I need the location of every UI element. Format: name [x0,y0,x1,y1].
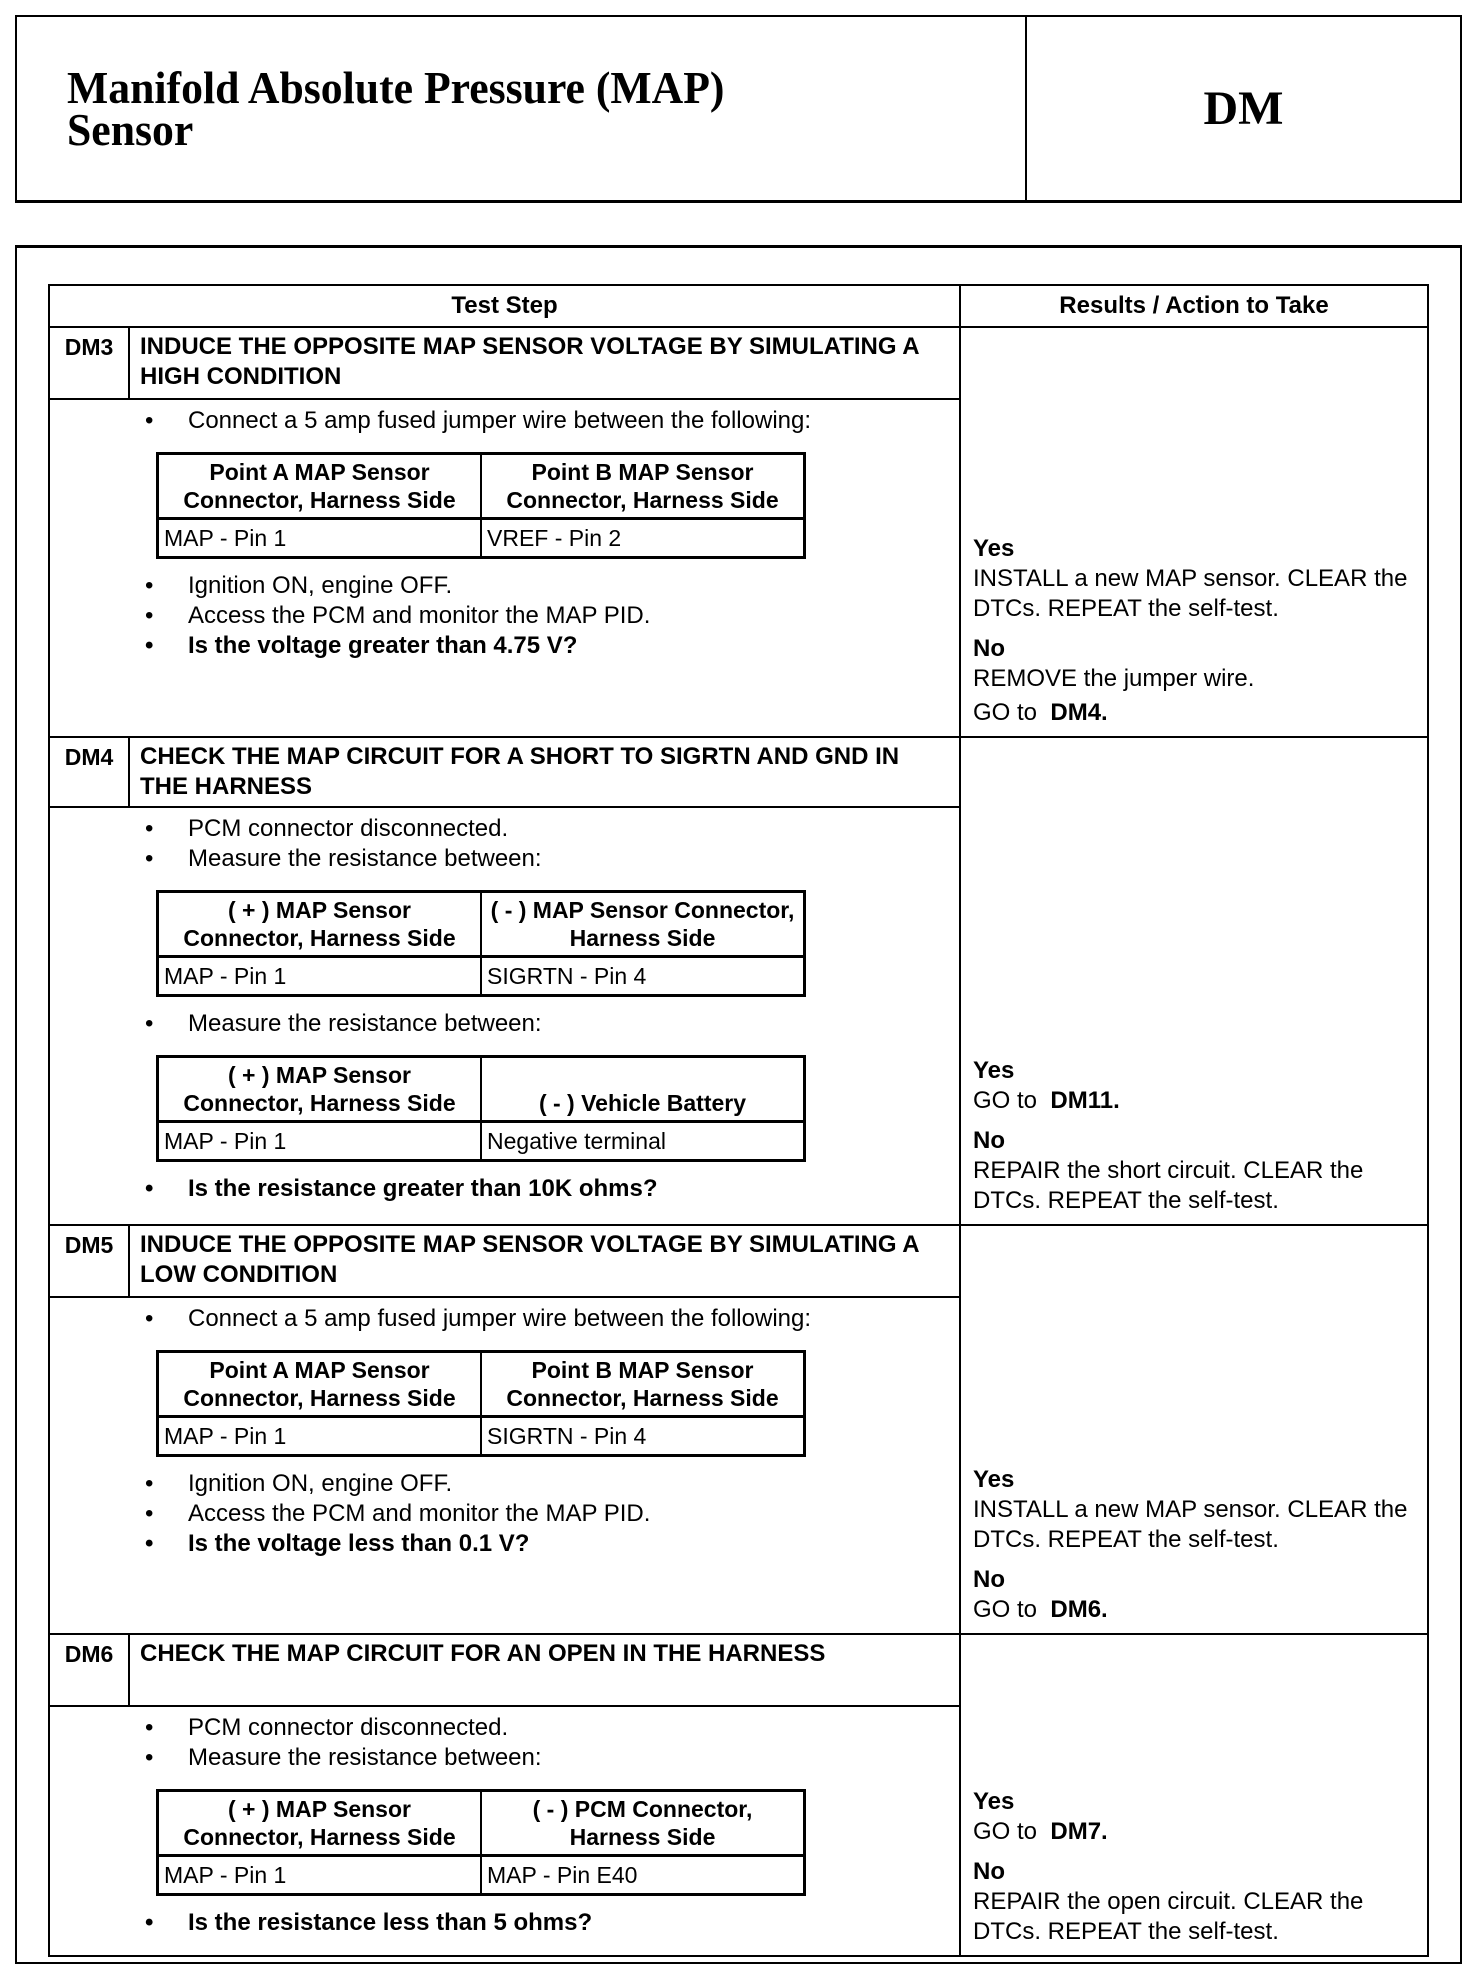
bullet: • Measure the resistance between: [50,1009,959,1039]
pin-value: SIGRTN - Pin 4 [481,1417,805,1456]
title-line-1: Manifold Absolute Pressure (MAP) [67,61,725,113]
pin-table [156,890,806,997]
question: • Is the voltage less than 0.1 V? [50,1529,959,1559]
bullet: • Measure the resistance between: [50,844,959,874]
pin-header: Point A MAP Sensor Connector, Harness Side [158,1352,482,1417]
bullet: • Connect a 5 amp fused jumper wire between the following: [50,406,959,436]
yes-label: Yes [973,1788,1015,1815]
no-label: No [973,1566,1005,1593]
pin-header: ( + ) MAP Sensor Connector, Harness Side [158,892,482,957]
header-test-step: Test Step [50,286,961,326]
test-step-table [48,284,1429,1957]
goto-step-link[interactable]: DM6. [1050,1596,1108,1623]
step-title: INDUCE THE OPPOSITE MAP SENSOR VOLTAGE BY SIMULATING A LOW CONDITION [140,1231,919,1288]
bullet: • Measure the resistance between: [50,1743,959,1773]
goto-step-link[interactable]: DM11. [1050,1087,1120,1114]
bullet: • PCM connector disconnected. [50,1713,959,1743]
no-action: REPAIR the open circuit. CLEAR the DTCs. REPEAT the self-test. [973,1888,1364,1945]
step-row-dm4 [50,738,1427,1226]
step-title: CHECK THE MAP CIRCUIT FOR AN OPEN IN THE HARNESS [140,1640,826,1667]
question: • Is the resistance greater than 10K ohms? [50,1174,959,1204]
results-cell [961,328,1427,736]
title-cell [17,17,1027,200]
pin-header: ( - ) Vehicle Battery [481,1057,805,1122]
step-row-dm6 [50,1635,1427,1957]
yes-label: Yes [973,1057,1015,1084]
bullet: • PCM connector disconnected. [50,814,959,844]
page-header [15,15,1462,203]
results-cell [961,738,1427,1224]
table-header [50,286,1427,328]
question: • Is the resistance less than 5 ohms? [50,1908,959,1938]
section-code: DM [1203,82,1284,135]
page-title [67,61,725,155]
step-row-dm5 [50,1226,1427,1635]
pin-header: ( + ) MAP Sensor Connector, Harness Side [158,1791,482,1856]
pin-header: ( - ) MAP Sensor Connector, Harness Side [481,892,805,957]
pin-value: MAP - Pin 1 [158,1856,482,1895]
pin-table [156,1789,806,1896]
header-results: Results / Action to Take [1059,292,1329,319]
step-row-dm3 [50,328,1427,738]
bullet: • Access the PCM and monitor the MAP PID. [50,1499,959,1529]
procedure-box [15,245,1462,1964]
pin-value: MAP - Pin 1 [158,957,482,996]
step-id: DM3 [50,328,130,398]
bullet: • Ignition ON, engine OFF. [50,1469,959,1499]
no-label: No [973,1127,1005,1154]
yes-label: Yes [973,1466,1015,1493]
pin-header: Point A MAP Sensor Connector, Harness Side [158,454,482,519]
pin-value: SIGRTN - Pin 4 [481,957,805,996]
yes-action: INSTALL a new MAP sensor. CLEAR the DTCs. REPEAT the self-test. [973,1496,1408,1553]
pin-value: MAP - Pin E40 [481,1856,805,1895]
no-action: REMOVE the jumper wire. [973,665,1255,692]
pin-value: MAP - Pin 1 [158,1417,482,1456]
no-label: No [973,1858,1005,1885]
pin-header: Point B MAP Sensor Connector, Harness Side [481,454,805,519]
step-title: INDUCE THE OPPOSITE MAP SENSOR VOLTAGE BY SIMULATING A HIGH CONDITION [140,333,919,390]
pin-table [156,452,806,559]
bullet: • Connect a 5 amp fused jumper wire between the following: [50,1304,959,1334]
pin-table [156,1055,806,1162]
yes-label: Yes [973,535,1015,562]
goto-step-link[interactable]: DM4. [1050,699,1108,726]
step-title: CHECK THE MAP CIRCUIT FOR A SHORT TO SIGRTN AND GND IN THE HARNESS [140,743,900,800]
step-id: DM5 [50,1226,130,1296]
pin-value: MAP - Pin 1 [158,519,482,558]
bullet: • Ignition ON, engine OFF. [50,571,959,601]
title-line-2: Sensor [67,103,194,155]
pin-header: ( - ) PCM Connector, Harness Side [481,1791,805,1856]
goto-prefix: GO to [973,1596,1038,1623]
pin-table [156,1350,806,1457]
results-cell [961,1226,1427,1633]
pin-header: Point B MAP Sensor Connector, Harness Side [481,1352,805,1417]
goto-prefix: GO to [973,1818,1038,1845]
pin-value: VREF - Pin 2 [481,519,805,558]
step-id: DM4 [50,738,130,806]
no-label: No [973,635,1005,662]
step-id: DM6 [50,1635,130,1705]
goto-step-link[interactable]: DM7. [1050,1818,1108,1845]
yes-action: INSTALL a new MAP sensor. CLEAR the DTCs. REPEAT the self-test. [973,565,1408,622]
pin-value: Negative terminal [481,1122,805,1161]
goto-prefix: GO to [973,699,1038,726]
pin-header: ( + ) MAP Sensor Connector, Harness Side [158,1057,482,1122]
results-cell [961,1635,1427,1955]
bullet: • Access the PCM and monitor the MAP PID. [50,601,959,631]
pin-value: MAP - Pin 1 [158,1122,482,1161]
goto-prefix: GO to [973,1087,1038,1114]
no-action: REPAIR the short circuit. CLEAR the DTCs. REPEAT the self-test. [973,1157,1364,1214]
question: • Is the voltage greater than 4.75 V? [50,631,959,661]
